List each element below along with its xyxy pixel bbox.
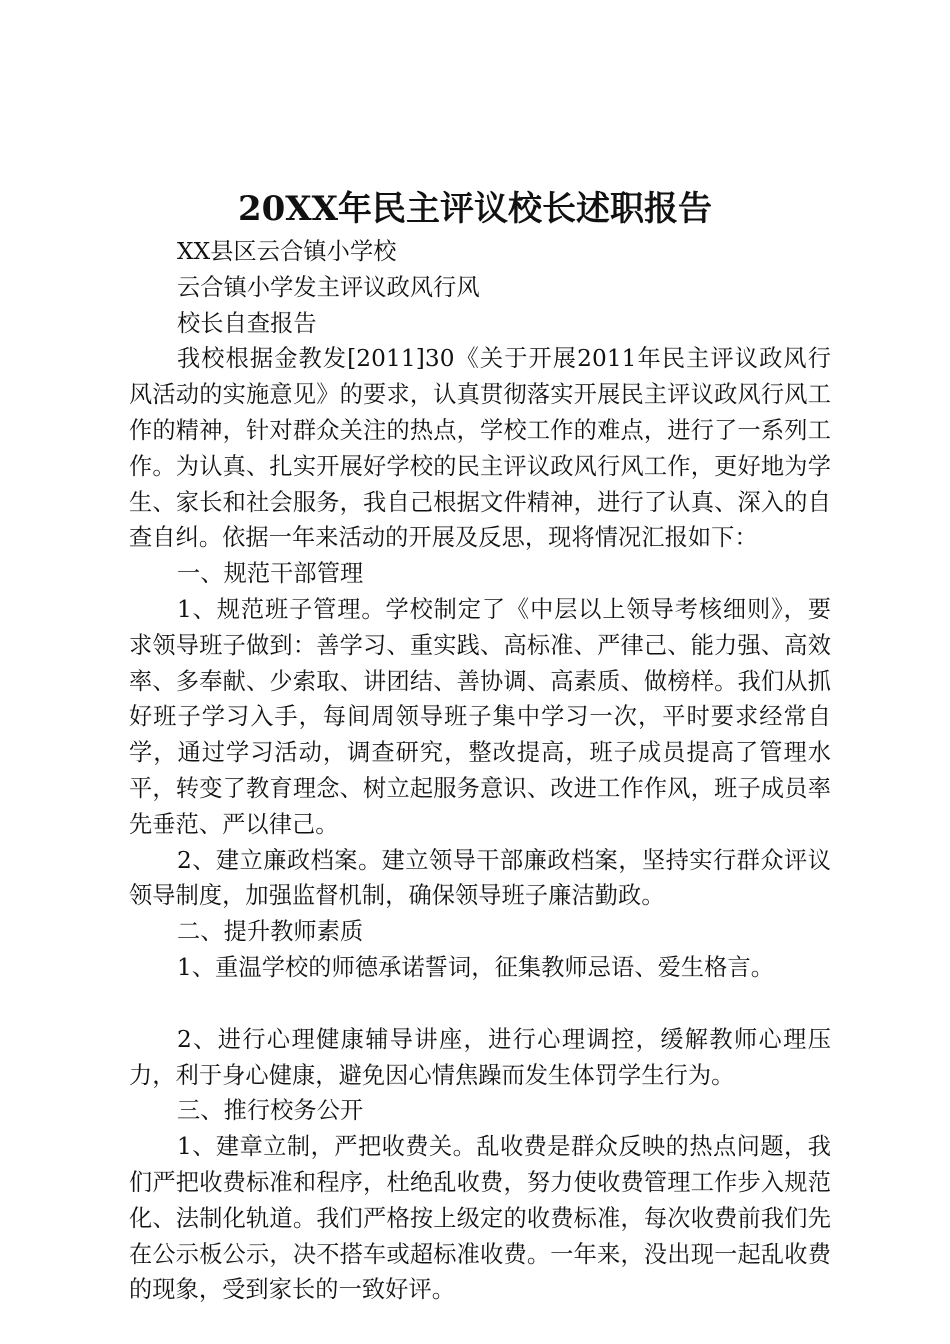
intro-paragraph: 我校根据金教发[2011]30《关于开展2011年民主评议政风行风活动的实施意见》的要求，认真贯彻落实开展民主评议政风行风工作的精神，针对群众关注的热点，学校工作的难点，进行了一系列工作。为认真、扎实开展好学校的民主评议政风行风工作，更好地为学生、家长和社会服务，我自己根据文件精神，进行了认真、深入的自查自纠。依据一年来活动的开展及反思，现将情况汇报如下：	[129, 345, 831, 552]
section-1-paragraph-2: 2、建立廉政档案。建立领导干部廉政档案，坚持实行群众评议领导制度，加强监督机制，确保领导班子廉洁勤政。	[129, 846, 831, 910]
section-heading-2: 二、提升教师素质	[177, 918, 364, 946]
section-1-paragraph-1: 1、规范班子管理。学校制定了《中层以上领导考核细则》，要求领导班子做到：善学习、重实践、高标准、严律己、能力强、高效率、多奉献、少索取、讲团结、善协调、高素质、做榜样。我们从抓好班子学习入手，每间周领导班子集中学习一次，平时要求经常自学，通过学习活动，调查研究，整改提高，班子成员提高了管理水平，转变了教育理念、树立起服务意识、改进工作作风，班子成员率先垂范、严以律己。	[129, 595, 831, 838]
school-name-line: XX县区云合镇小学校	[177, 238, 397, 265]
document-title: 20XX年民主评议校长述职报告	[237, 189, 713, 229]
document-body	[129, 234, 831, 1308]
subtitle-line: 云合镇小学发主评议政风行风	[177, 273, 480, 301]
report-type-line: 校长自查报告	[177, 309, 317, 337]
section-heading-1: 一、规范干部管理	[177, 560, 364, 588]
section-3-paragraph-1: 1、建章立制，严把收费关。乱收费是群众反映的热点问题，我们严把收费标准和程序，杜绝乱收费，努力使收费管理工作步入规范化、法制化轨道。我们严格按上级定的收费标准，每次收费前我们先在公示板公示，决不搭车或超标准收费。一年来，没出现一起乱收费的现象，受到家长的一致好评。	[129, 1133, 831, 1304]
section-2-paragraph-2: 2、进行心理健康辅导讲座，进行心理调控，缓解教师心理压力，利于身心健康，避免因心情焦躁而发生体罚学生行为。	[129, 1025, 831, 1089]
section-2-paragraph-1: 1、重温学校的师德承诺誓词，征集教师忌语、爱生格言。	[177, 953, 775, 981]
section-heading-3: 三、推行校务公开	[177, 1097, 364, 1125]
